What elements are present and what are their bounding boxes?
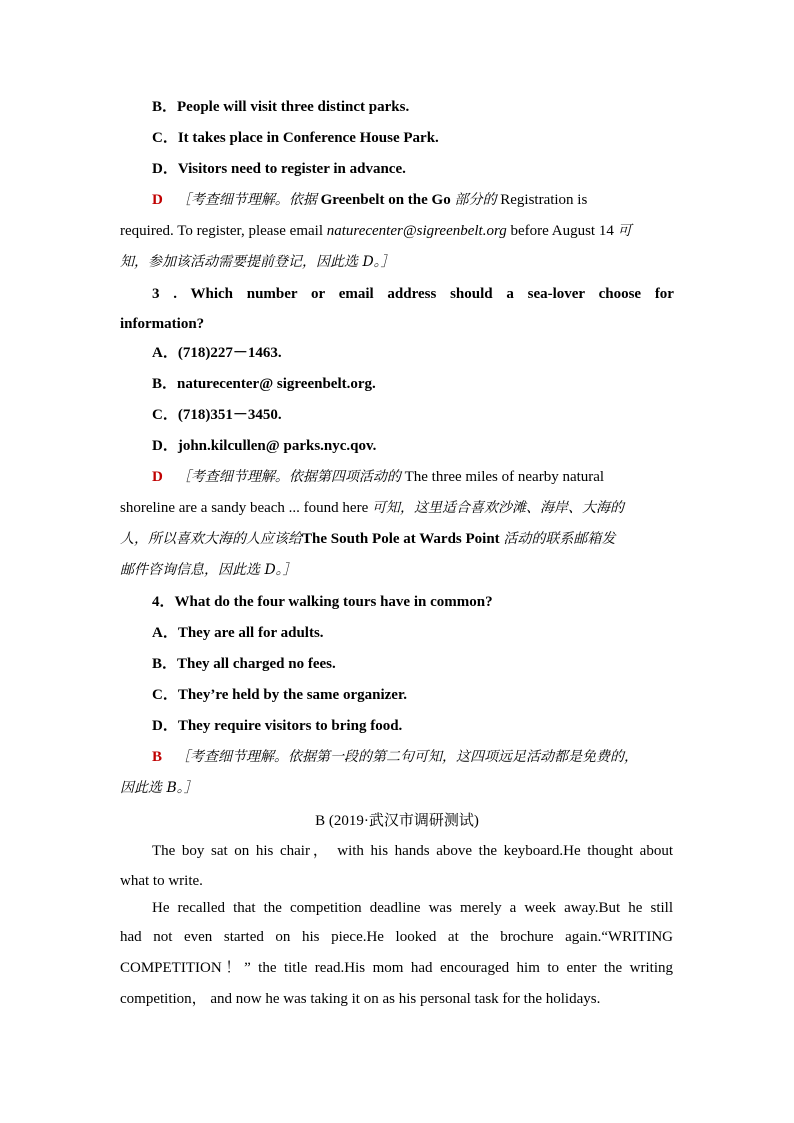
q3-option-b: B．naturecenter@ sigreenbelt.org. <box>152 376 376 392</box>
q3-explanation-line4: 邮件咨询信息，因此选 D。］ <box>120 562 297 578</box>
passage-p2-line3: COMPETITION！” the title read.His mom had encouraged him to enter the writing <box>120 960 673 976</box>
passage-p2-line2: had not even started on his piece.He looked at the brochure again.“WRITING <box>120 929 673 945</box>
q4-option-d: D．They require visitors to bring food. <box>152 718 403 734</box>
q4-answer: B <box>152 749 163 765</box>
q2-option-d: D．Visitors need to register in advance. <box>152 161 406 177</box>
q4-explanation-line1: B ［考查细节理解。依据第一段的第二句可知，这四项远足活动都是免费的， <box>152 749 639 765</box>
q4-explanation-line2: 因此选 B。］ <box>120 780 198 796</box>
q3-explanation-line2: shoreline are a sandy beach ... found here 可知，这里适合喜欢沙滩、海岸、大海的 <box>120 500 624 516</box>
q3-option-d: D．john.kilcullen@ parks.nyc.qov. <box>152 438 377 454</box>
passage-p2-line4: competition， and now he was taking it on as his personal task for the holidays. <box>120 991 601 1007</box>
q4-option-c: C．They’re held by the same organizer. <box>152 687 407 703</box>
q2-explanation-line3: 知，参加该活动需要提前登记，因此选 D。］ <box>120 254 395 270</box>
q2-option-b: B．People will visit three distinct parks. <box>152 99 410 115</box>
q3-option-c: C．(718)351－3450. <box>152 407 282 423</box>
q3-stem-line1: 3 . Which number or email address should a sea-lover choose for <box>152 286 674 302</box>
q3-explanation-line1: D ［考查细节理解。依据第四项活动的 The three miles of nearby natural <box>152 469 605 485</box>
q2-option-c: C．It takes place in Conference House Park. <box>152 130 439 146</box>
q3-explanation-line3: 人，所以喜欢大海的人应该给The South Pole at Wards Point 活动的联系邮箱发 <box>120 531 616 547</box>
q3-answer: D <box>152 469 163 485</box>
q3-stem-line2: information? <box>120 316 205 332</box>
q2-explanation-line1: D ［考查细节理解。依据 Greenbelt on the Go 部分的 Registration is <box>152 192 588 208</box>
passage-p1-line1: The boy sat on his chair， with his hands above the keyboard.He thought about <box>152 843 673 859</box>
q4-option-a: A．They are all for adults. <box>152 625 324 641</box>
passage-p1-line2: what to write. <box>120 873 203 889</box>
section-b-title: B (2019·武汉市调研测试) <box>315 813 479 829</box>
q2-answer: D <box>152 192 163 208</box>
q2-explanation-line2: required. To register, please email naturecenter@sigreenbelt.org before August 14 可 <box>120 223 632 239</box>
q4-option-b: B．They all charged no fees. <box>152 656 336 672</box>
passage-p2-line1: He recalled that the competition deadline was merely a week away.But he still <box>152 900 673 916</box>
q4-stem: 4．What do the four walking tours have in common? <box>152 594 493 610</box>
q3-option-a: A．(718)227－1463. <box>152 345 282 361</box>
